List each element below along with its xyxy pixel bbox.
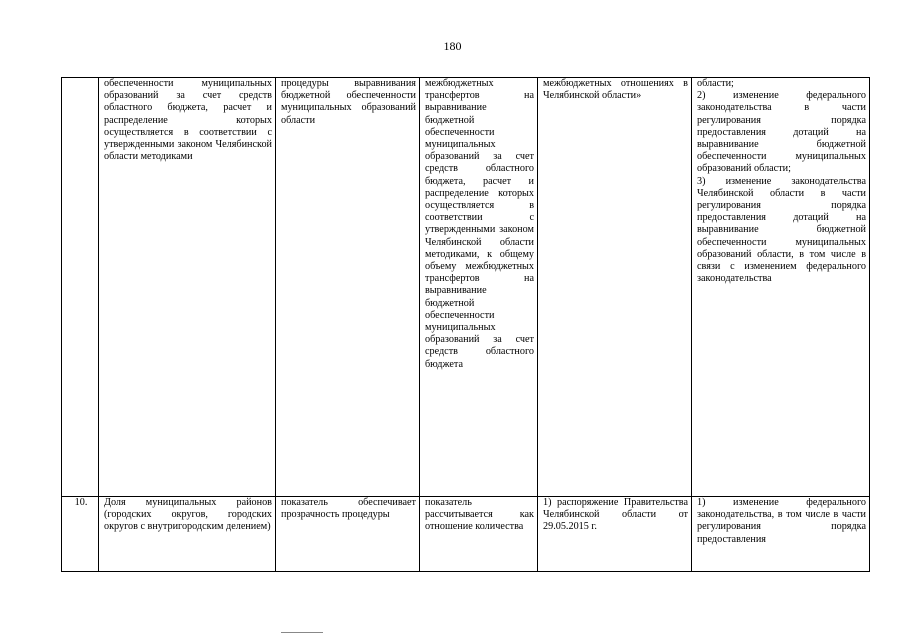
changes-cell bbox=[692, 78, 870, 497]
row-number-cell bbox=[62, 497, 99, 572]
indicator-purpose-text: процедуры выравнивания бюджетной обеспеченности муниципальных образований области bbox=[281, 78, 416, 126]
indicator-name-cell bbox=[99, 497, 276, 572]
scan-mark bbox=[281, 632, 323, 633]
calculation-method-cell bbox=[420, 78, 538, 497]
indicator-name-text: Доля муниципальных районов (городских округов, городских округов с внутригородским делением) bbox=[104, 497, 272, 533]
indicator-name-cell bbox=[99, 78, 276, 497]
calculation-method-cell bbox=[420, 497, 538, 572]
table-row bbox=[62, 497, 870, 572]
indicator-purpose-cell bbox=[276, 497, 420, 572]
calculation-method-text: показатель рассчитывается как отношение количества bbox=[425, 497, 534, 533]
calculation-method-text: межбюджетных трансфертов на выравнивание бюджетной обеспеченности муниципальных образований за счет средств областного бюджета, расчет и распределение которых осуществляется в соответствии с утвержденными законом Челябинской области методиками, к общему объему межбюджетных трансфертов на выравнивание бюджетной обеспеченности муниципальных образований за счет средств областного бюджета bbox=[425, 78, 534, 370]
row-number-cell bbox=[62, 78, 99, 497]
legal-basis-text: межбюджетных отношениях в Челябинской области» bbox=[543, 78, 688, 102]
indicators-table bbox=[61, 77, 870, 572]
legal-basis-cell bbox=[538, 78, 692, 497]
legal-basis-cell bbox=[538, 497, 692, 572]
changes-cell bbox=[692, 497, 870, 572]
legal-basis-text: 1) распоряжение Правительства Челябинской области от 29.05.2015 г. bbox=[543, 497, 688, 533]
changes-paragraph: 3) изменение законодательства Челябинской области в части регулирования порядка предоставления дотаций на выравнивание бюджетной обеспеченности муниципальных образований области, в том числе в связи с изменением федерального законодательства bbox=[697, 175, 866, 285]
indicator-name-text: обеспеченности муниципальных образований за счет средств областного бюджета, расчет и распределение которых осуществляется в соответствии с утвержденными законом Челябинской области методиками bbox=[104, 78, 272, 163]
changes-paragraph: 2) изменение федерального законодательства в части регулирования порядка предоставления дотаций на выравнивание бюджетной обеспеченности муниципальных образований области; bbox=[697, 90, 866, 175]
changes-text: 1) изменение федерального законодательства, в том числе в части регулирования порядка предоставления bbox=[697, 497, 866, 545]
page-number: 180 bbox=[443, 39, 462, 53]
indicator-purpose-cell bbox=[276, 78, 420, 497]
changes-paragraph: области; bbox=[697, 78, 734, 89]
row-number: 10. bbox=[74, 497, 88, 508]
indicator-purpose-text: показатель обеспечивает прозрачность процедуры bbox=[281, 497, 416, 521]
table-row bbox=[62, 78, 870, 497]
